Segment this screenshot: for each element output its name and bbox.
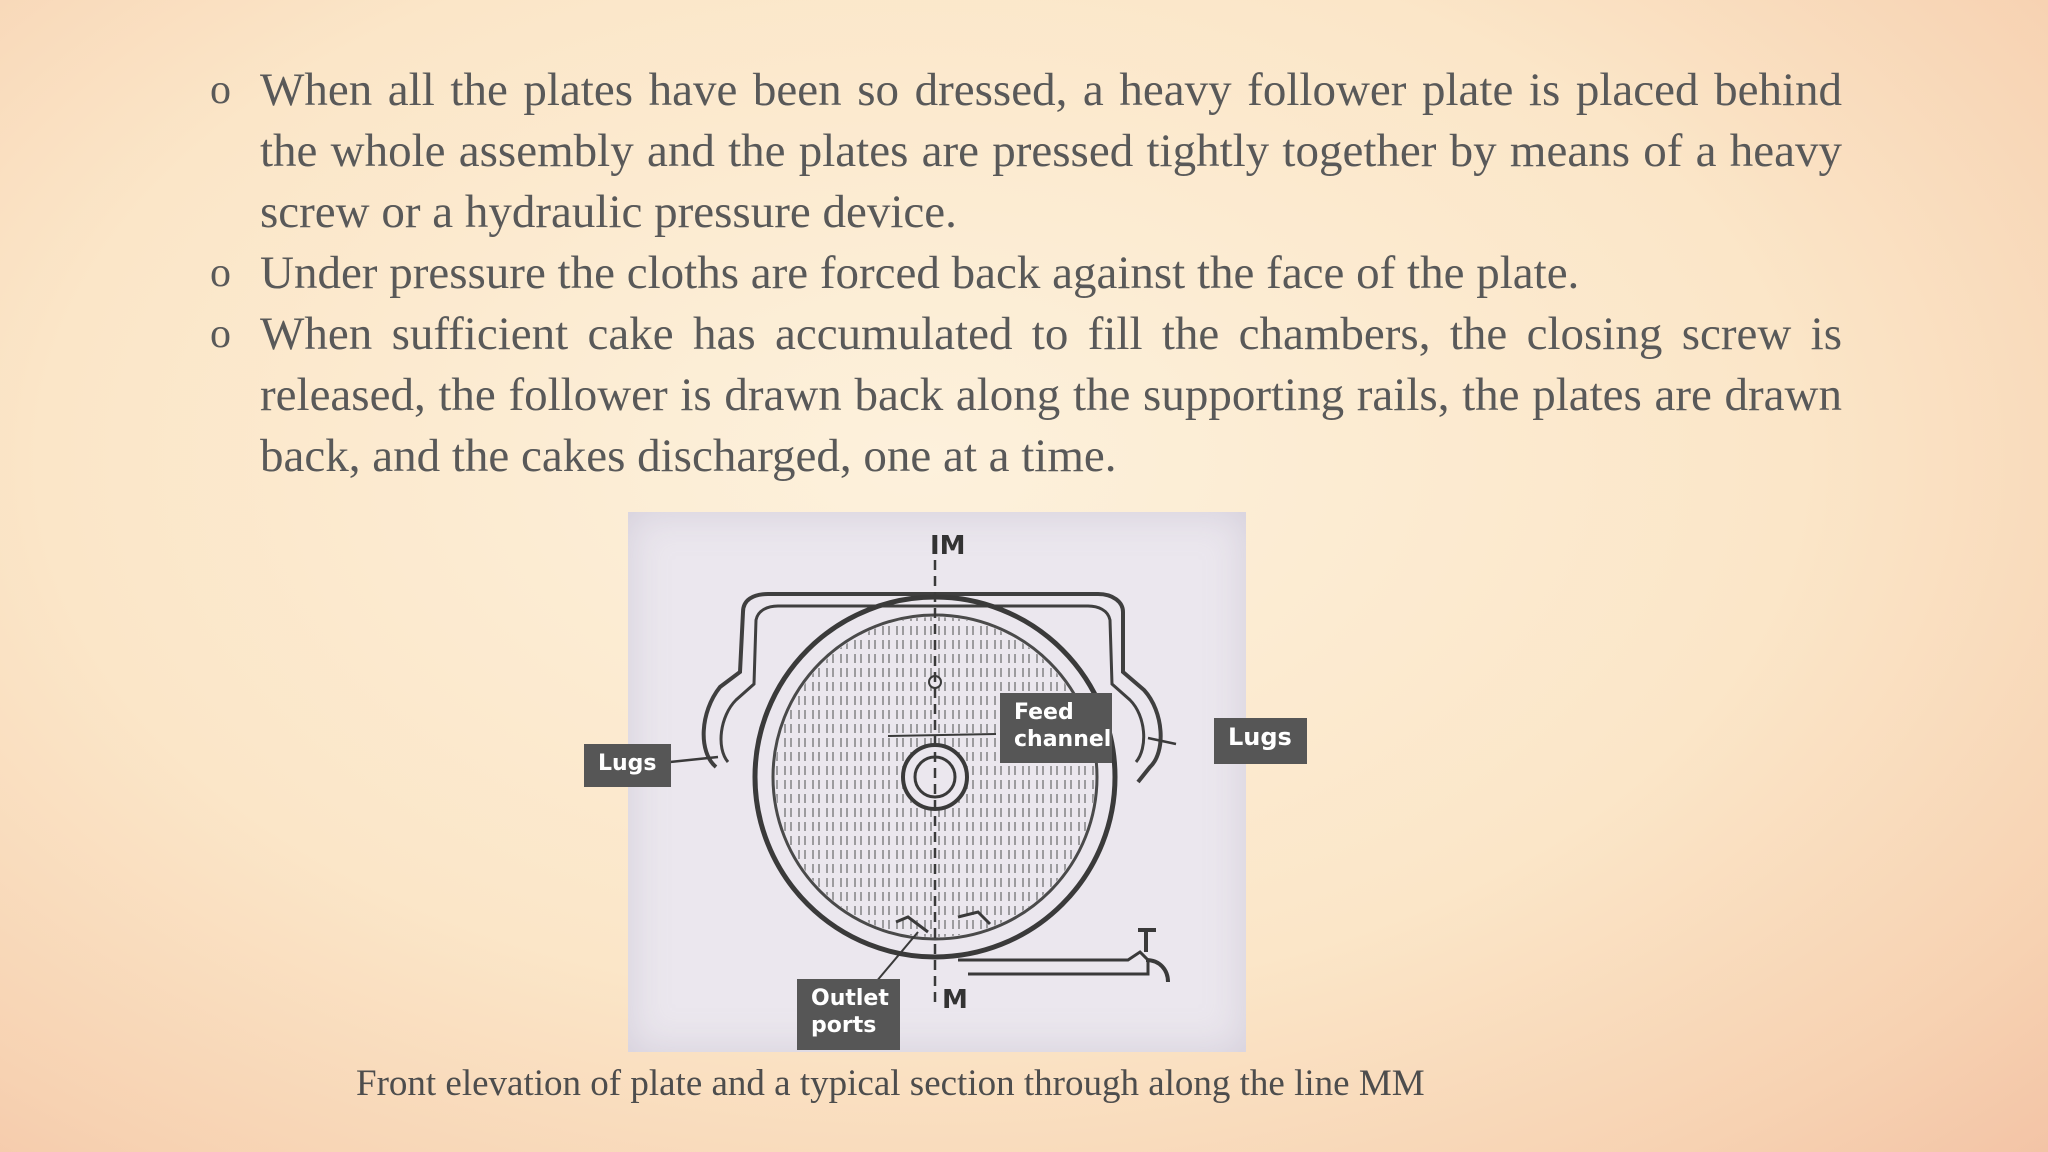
label-outlet-ports (797, 979, 900, 1050)
bullet-item (210, 304, 1842, 487)
label-feed-channel-line2: channel (1014, 727, 1112, 752)
bullet-marker: o (210, 67, 231, 113)
label-lugs-left-text: Lugs (598, 751, 657, 776)
bullet-text: When all the plates have been so dressed, a heavy follower plate is placed behind the whole assembly and the plates are pressed tightly together by means of a heavy screw or a hydraulic pressure device. (260, 64, 1842, 238)
label-lugs-right (1214, 718, 1307, 764)
label-feed-channel-line1: Feed (1014, 700, 1074, 725)
bullet-list (210, 60, 1842, 487)
label-lugs-left (584, 744, 671, 787)
bullet-marker: o (210, 250, 231, 296)
figure-caption: Front elevation of plate and a typical section through along the line MM (356, 1063, 1425, 1104)
section-label-bottom: M (942, 985, 968, 1015)
filter-plate-drawing (628, 512, 1246, 1052)
label-feed-channel (1000, 693, 1112, 763)
bullet-marker: o (210, 311, 231, 357)
bullet-item (210, 243, 1842, 304)
outlet-pipe (958, 952, 1148, 974)
label-outlet-ports-line1: Outlet (811, 986, 889, 1011)
label-outlet-ports-line2: ports (811, 1013, 877, 1038)
filter-plate-figure (628, 512, 1246, 1052)
bullet-item (210, 60, 1842, 243)
bullet-text: Under pressure the cloths are forced back against the face of the plate. (260, 247, 1580, 299)
section-label-top: IM (930, 531, 966, 561)
bullet-text: When sufficient cake has accumulated to fill the chambers, the closing screw is released, the follower is drawn back along the supporting rails, the plates are drawn back, and the cakes discharged, one at a time. (260, 308, 1842, 482)
label-lugs-right-text: Lugs (1228, 723, 1292, 751)
